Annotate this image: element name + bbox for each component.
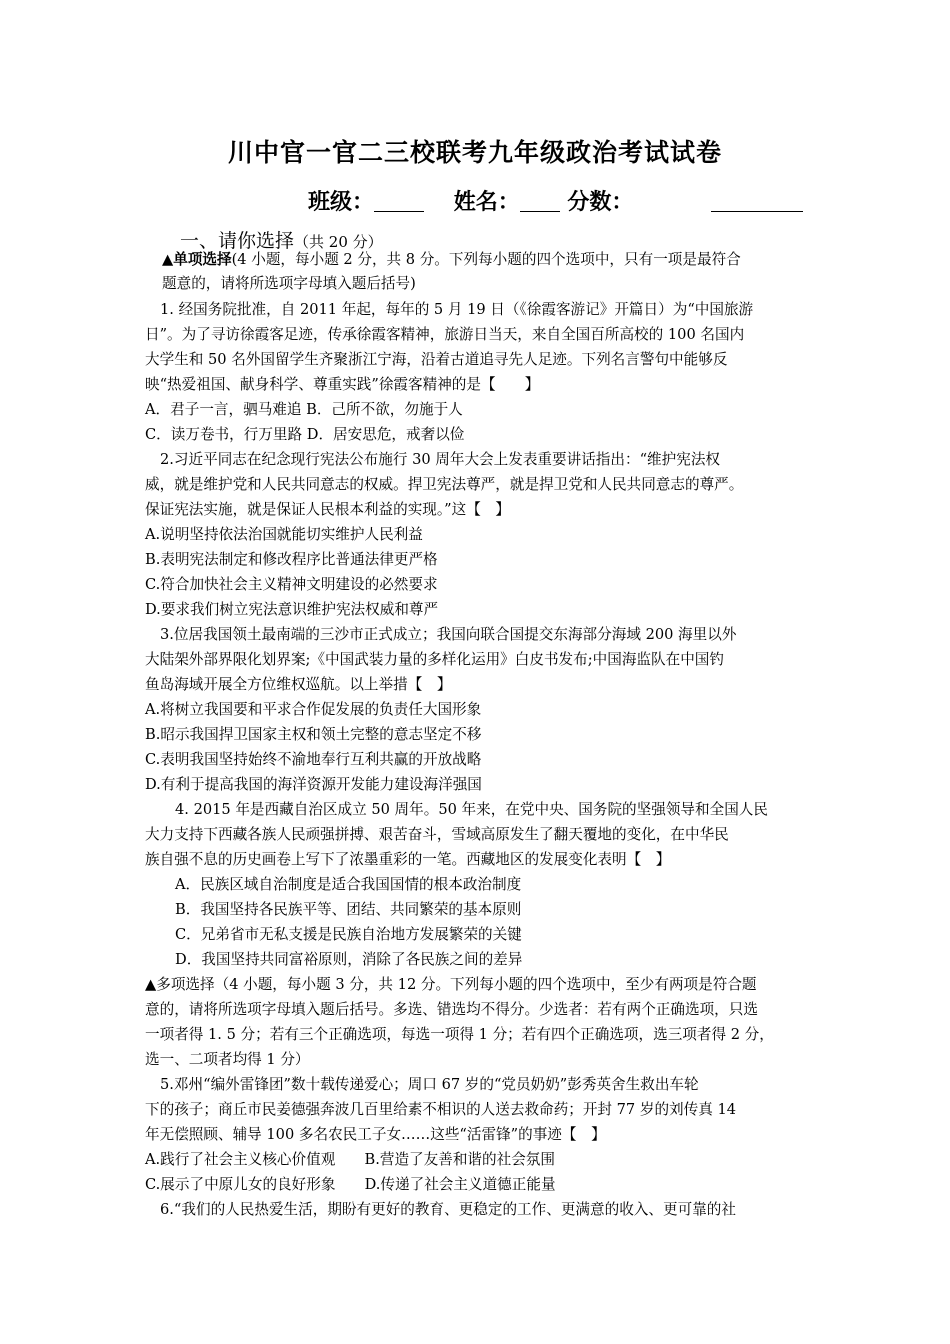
q5-line: 年无偿照顾、辅导 100 多名农民工子女……这些“活雷锋”的事迹【 】 xyxy=(145,1126,606,1143)
single-choice-text-1: (4 小题，每小题 2 分，共 8 分。下列每小题的四个选项中，只有一项是最符合 xyxy=(231,251,741,268)
q2-line: 保证宪法实施，就是保证人民根本利益的实现。”这【 】 xyxy=(145,501,511,518)
q2-option-c[interactable]: C.符合加快社会主义精神文明建设的必然要求 xyxy=(145,576,438,593)
single-choice-instructions xyxy=(162,253,741,268)
q1-line: 大学生和 50 名外国留学生齐聚浙江宁海，沿着古道追寻先人足迹。下列名言警句中能够反 xyxy=(145,351,728,368)
q1-option[interactable]: C．读万卷书，行万里路 D．居安思危，戒奢以俭 xyxy=(145,426,465,443)
score-label: 分数： xyxy=(567,189,634,215)
score-blank[interactable] xyxy=(711,189,803,212)
q5-option-row[interactable]: A.践行了社会主义核心价值观 B.营造了友善和谐的社会氛围 xyxy=(145,1151,555,1168)
class-label: 班级： xyxy=(308,189,375,215)
q4-line: 大力支持下西藏各族人民顽强拼搏、艰苦奋斗，雪域高原发生了翻天覆地的变化，在中华民 xyxy=(145,826,729,843)
exam-title: 川中官一官二三校联考九年级政治考试试卷 xyxy=(227,138,722,167)
single-choice-marker: ▲单项选择 xyxy=(162,251,232,268)
q3-option-c[interactable]: C.表明我国坚持始终不渝地奉行互利共赢的开放战略 xyxy=(145,751,482,768)
q3-line: 鱼岛海域开展全方位维权巡航。以上举措【 】 xyxy=(145,676,452,693)
q4-option-d[interactable]: D．我国坚持共同富裕原则，消除了各民族之间的差异 xyxy=(175,951,523,968)
q2-option-a[interactable]: A.说明坚持依法治国就能切实维护人民利益 xyxy=(145,526,423,543)
q4-option-c[interactable]: C．兄弟省市无私支援是民族自治地方发展繁荣的关键 xyxy=(175,926,522,943)
q4-line: 4. 2015 年是西藏自治区成立 50 周年。50 年来，在党中央、国务院的坚强领导和全国人民 xyxy=(175,801,768,818)
q3-option-b[interactable]: B.昭示我国捍卫国家主权和领土完整的意志坚定不移 xyxy=(145,726,482,743)
q6-line: 6.“我们的人民热爱生活，期盼有更好的教育、更稳定的工作、更满意的收入、更可靠的社 xyxy=(160,1201,736,1218)
multi-choice-instructions: 选一、二项者均得 1 分） xyxy=(145,1051,310,1068)
name-label: 姓名： xyxy=(453,189,520,215)
multi-choice-instructions: ▲多项选择（4 小题，每小题 3 分，共 12 分。下列每小题的四个选项中，至少有两项是符合题 xyxy=(145,976,757,993)
q3-option-a[interactable]: A.将树立我国要和平求合作促发展的负责任大国形象 xyxy=(145,701,482,718)
q3-line: 3.位居我国领土最南端的三沙市正式成立；我国向联合国提交东海部分海域 200 海里以外 xyxy=(160,626,737,643)
name-blank[interactable] xyxy=(520,189,560,212)
q2-option-b[interactable]: B.表明宪法制定和修改程序比普通法律更严格 xyxy=(145,551,438,568)
q4-option-a[interactable]: A．民族区域自治制度是适合我国国情的根本政治制度 xyxy=(175,876,522,893)
student-info-row xyxy=(308,185,803,216)
q1-option[interactable]: A．君子一言，驷马难追 B．己所不欲，勿施于人 xyxy=(145,401,463,418)
multi-choice-instructions: 一项者得 1. 5 分；若有三个正确选项，每选一项得 1 分；若有四个正确选项，选三项者得 2 分， xyxy=(145,1026,774,1043)
section-points: （共 20 分） xyxy=(294,233,383,251)
q5-option-row[interactable]: C.展示了中原儿女的良好形象 D.传递了社会主义道德正能量 xyxy=(145,1176,556,1193)
q4-line: 族自强不息的历史画卷上写下了浓墨重彩的一笔。西藏地区的发展变化表明【 】 xyxy=(145,851,671,868)
q3-option-d[interactable]: D.有利于提高我国的海洋资源开发能力建设海洋强国 xyxy=(145,776,482,793)
q1-line: 映“热爱祖国、献身科学、尊重实践”徐霞客精神的是【 】 xyxy=(145,376,540,393)
q3-line: 大陆架外部界限化划界案;《中国武装力量的多样化运用》白皮书发布;中国海监队在中国钓 xyxy=(145,651,724,668)
q5-line: 5.邓州“编外雷锋团”数十载传递爱心；周口 67 岁的“党员奶奶”彭秀英舍生救出车轮 xyxy=(160,1076,699,1093)
q2-option-d[interactable]: D.要求我们树立宪法意识维护宪法权威和尊严 xyxy=(145,601,439,618)
q2-line: 威，就是维护党和人民共同意志的权威。捍卫宪法尊严，就是捍卫党和人民共同意志的尊严。 xyxy=(145,476,744,493)
q1-line: 日”。为了寻访徐霞客足迹，传承徐霞客精神，旅游日当天，来自全国百所高校的 100 名国内 xyxy=(145,326,745,343)
q2-line: 2.习近平同志在纪念现行宪法公布施行 30 周年大会上发表重要讲话指出：“维护宪法权 xyxy=(160,451,721,468)
single-choice-text-2: 题意的，请将所选项字母填入题后括号) xyxy=(162,275,416,292)
q5-line: 下的孩子；商丘市民姜德强奔波几百里给素不相识的人送去救命药；开封 77 岁的刘传真 14 xyxy=(145,1101,737,1118)
section-heading xyxy=(180,226,383,253)
multi-choice-instructions: 意的，请将所选项字母填入题后括号。多选、错选均不得分。少选者：若有两个正确选项，只选 xyxy=(145,1001,758,1018)
q4-option-b[interactable]: B．我国坚持各民族平等、团结、共同繁荣的基本原则 xyxy=(175,901,522,918)
class-blank[interactable] xyxy=(374,189,424,212)
section-title: 一、请你选择 xyxy=(180,230,295,252)
q1-line: 1. 经国务院批准，自 2011 年起，每年的 5 月 19 日（《徐霞客游记》开篇日）为“中国旅游 xyxy=(160,301,754,318)
